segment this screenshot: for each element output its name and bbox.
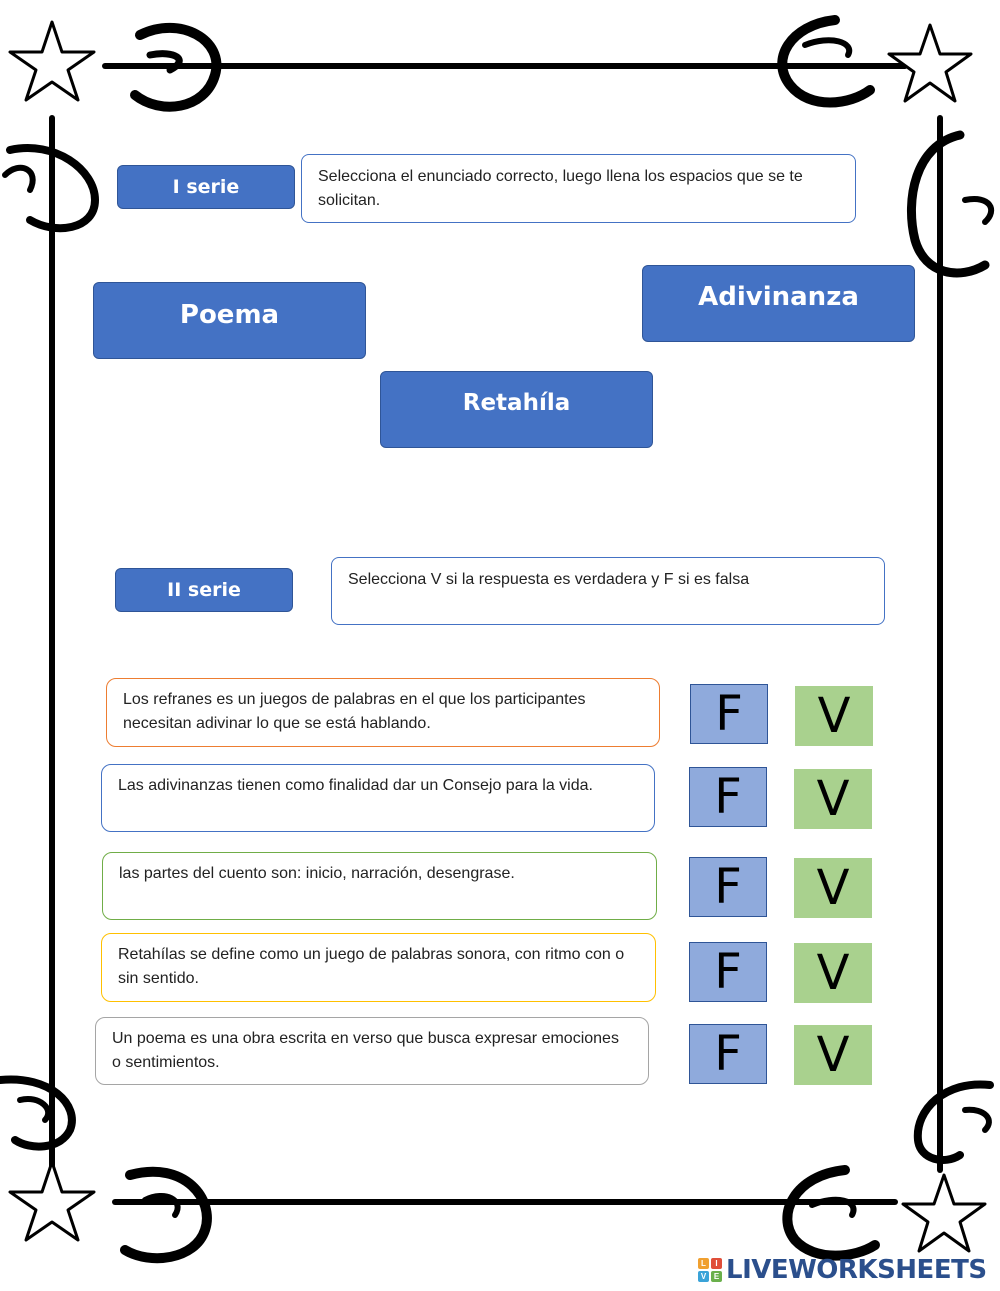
statement-1 (106, 678, 660, 747)
word-option-adivinanza[interactable] (642, 265, 915, 342)
statement-text: Las adivinanzas tienen como finalidad dar un Consejo para la vida. (118, 777, 593, 794)
series-1-instruction (301, 154, 856, 223)
star-icon (903, 1175, 985, 1251)
liveworksheets-logo-icon: L I V E (698, 1258, 722, 1282)
false-option-5[interactable]: F (689, 1024, 767, 1084)
word-option-text: Poema (179, 299, 280, 330)
word-option-retahila[interactable] (380, 371, 653, 448)
star-icon (889, 25, 971, 101)
statement-text: las partes del cuento son: inicio, narración, desengrase. (119, 865, 515, 882)
word-option-text: Adivinanza (698, 281, 859, 312)
false-option-2[interactable]: F (689, 767, 767, 827)
false-option-3[interactable]: F (689, 857, 767, 917)
star-icon (10, 22, 94, 100)
series-1-label (117, 165, 295, 209)
series-1-label-text: I serie (172, 176, 240, 198)
statement-4 (101, 933, 656, 1002)
true-option-3[interactable]: V (794, 858, 872, 918)
word-option-poema[interactable] (93, 282, 366, 359)
true-option-1[interactable]: V (795, 686, 873, 746)
liveworksheets-brand (698, 1252, 987, 1288)
series-2-label (115, 568, 293, 612)
false-option-4[interactable]: F (689, 942, 767, 1002)
false-option-1[interactable]: F (690, 684, 768, 744)
true-option-4[interactable]: V (794, 943, 872, 1003)
series-2-instruction (331, 557, 885, 625)
statement-2 (101, 764, 655, 832)
liveworksheets-wordmark: LIVEWORKSHEETS (726, 1255, 987, 1285)
series-2-label-text: II serie (167, 579, 241, 601)
series-2-instruction-text: Selecciona V si la respuesta es verdadera y F si es falsa (348, 571, 750, 588)
statement-3 (102, 852, 657, 920)
star-icon (10, 1162, 94, 1240)
true-option-2[interactable]: V (794, 769, 872, 829)
statement-text: Los refranes es un juegos de palabras en el que los participantes necesitan adivinar lo que se está hablando. (123, 691, 586, 732)
statement-text: Retahílas se define como un juego de palabras sonora, con ritmo con o sin sentido. (118, 946, 625, 987)
word-option-text: Retahíla (462, 389, 571, 416)
series-1-instruction-text: Selecciona el enunciado correcto, luego llena los espacios que se te solicitan. (318, 168, 803, 209)
true-option-5[interactable]: V (794, 1025, 872, 1085)
statement-5 (95, 1017, 649, 1085)
statement-text: Un poema es una obra escrita en verso que busca expresar emociones o sentimientos. (112, 1030, 619, 1071)
